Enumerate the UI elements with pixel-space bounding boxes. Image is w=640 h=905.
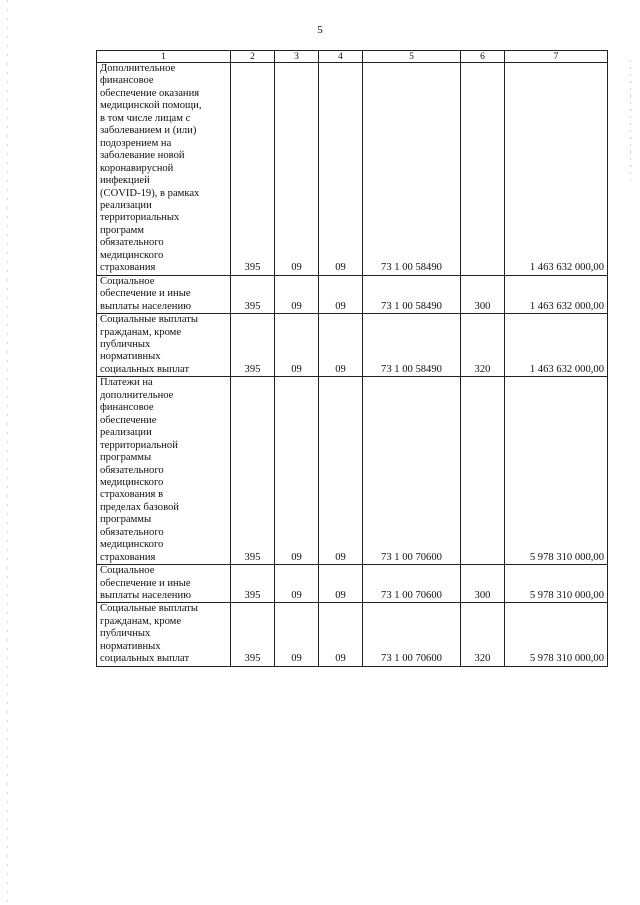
table-row (97, 565, 608, 603)
col-4-cell: 09 (319, 314, 363, 377)
amount-cell: 5 978 310 000,00 (505, 377, 608, 565)
row-name: Социальное обеспечение и иные выплаты населению (97, 565, 231, 603)
amount-cell: 5 978 310 000,00 (505, 603, 608, 666)
col-2-cell: 395 (231, 275, 275, 313)
column-header: 7 (505, 51, 608, 63)
col-5-cell: 73 1 00 70600 (363, 565, 461, 603)
col-2-cell: 395 (231, 377, 275, 565)
col-6-cell (461, 377, 505, 565)
scan-edge-left (7, 0, 8, 905)
col-2-cell: 395 (231, 565, 275, 603)
row-name: Дополнительное финансовое обеспечение оказания медицинской помощи, в том числе лицам с заболеванием и (или) подозрением на заболевание новой коронавирусной инфекцией (COVID-19), в рамках реализации территориальных программ обязательного медицинского страхования (97, 63, 231, 276)
col-3-cell: 09 (275, 377, 319, 565)
col-5-cell: 73 1 00 58490 (363, 314, 461, 377)
amount-cell: 5 978 310 000,00 (505, 565, 608, 603)
table-header-row (97, 51, 608, 63)
col-3-cell: 09 (275, 275, 319, 313)
col-4-cell: 09 (319, 565, 363, 603)
col-4-cell: 09 (319, 603, 363, 666)
col-5-cell: 73 1 00 58490 (363, 275, 461, 313)
page-number: 5 (317, 24, 323, 36)
row-name: Социальное обеспечение и иные выплаты населению (97, 275, 231, 313)
col-2-cell: 395 (231, 63, 275, 276)
row-name: Платежи на дополнительное финансовое обеспечение реализации территориальной программы обязательного медицинского страхования в пределах базовой программы обязательного медицинского страхования (97, 377, 231, 565)
col-5-cell: 73 1 00 70600 (363, 603, 461, 666)
col-6-cell: 300 (461, 565, 505, 603)
amount-cell: 1 463 632 000,00 (505, 275, 608, 313)
col-3-cell: 09 (275, 314, 319, 377)
table-row (97, 314, 608, 377)
col-3-cell: 09 (275, 63, 319, 276)
col-6-cell: 300 (461, 275, 505, 313)
col-5-cell: 73 1 00 58490 (363, 63, 461, 276)
column-header: 4 (319, 51, 363, 63)
table-row (97, 603, 608, 666)
col-4-cell: 09 (319, 63, 363, 276)
col-4-cell: 09 (319, 275, 363, 313)
col-3-cell: 09 (275, 565, 319, 603)
row-name: Социальные выплаты гражданам, кроме публичных нормативных социальных выплат (97, 314, 231, 377)
col-6-cell: 320 (461, 603, 505, 666)
amount-cell: 1 463 632 000,00 (505, 314, 608, 377)
col-4-cell: 09 (319, 377, 363, 565)
budget-table (96, 50, 608, 667)
col-2-cell: 395 (231, 603, 275, 666)
row-name: Социальные выплаты гражданам, кроме публичных нормативных социальных выплат (97, 603, 231, 666)
column-header: 3 (275, 51, 319, 63)
column-header: 1 (97, 51, 231, 63)
col-2-cell: 395 (231, 314, 275, 377)
column-header: 2 (231, 51, 275, 63)
table-row (97, 377, 608, 565)
col-5-cell: 73 1 00 70600 (363, 377, 461, 565)
col-6-cell: 320 (461, 314, 505, 377)
amount-cell: 1 463 632 000,00 (505, 63, 608, 276)
table-row (97, 63, 608, 276)
column-header: 6 (461, 51, 505, 63)
scan-edge-right (630, 60, 631, 180)
col-3-cell: 09 (275, 603, 319, 666)
column-header: 5 (363, 51, 461, 63)
table-row (97, 275, 608, 313)
col-6-cell (461, 63, 505, 276)
